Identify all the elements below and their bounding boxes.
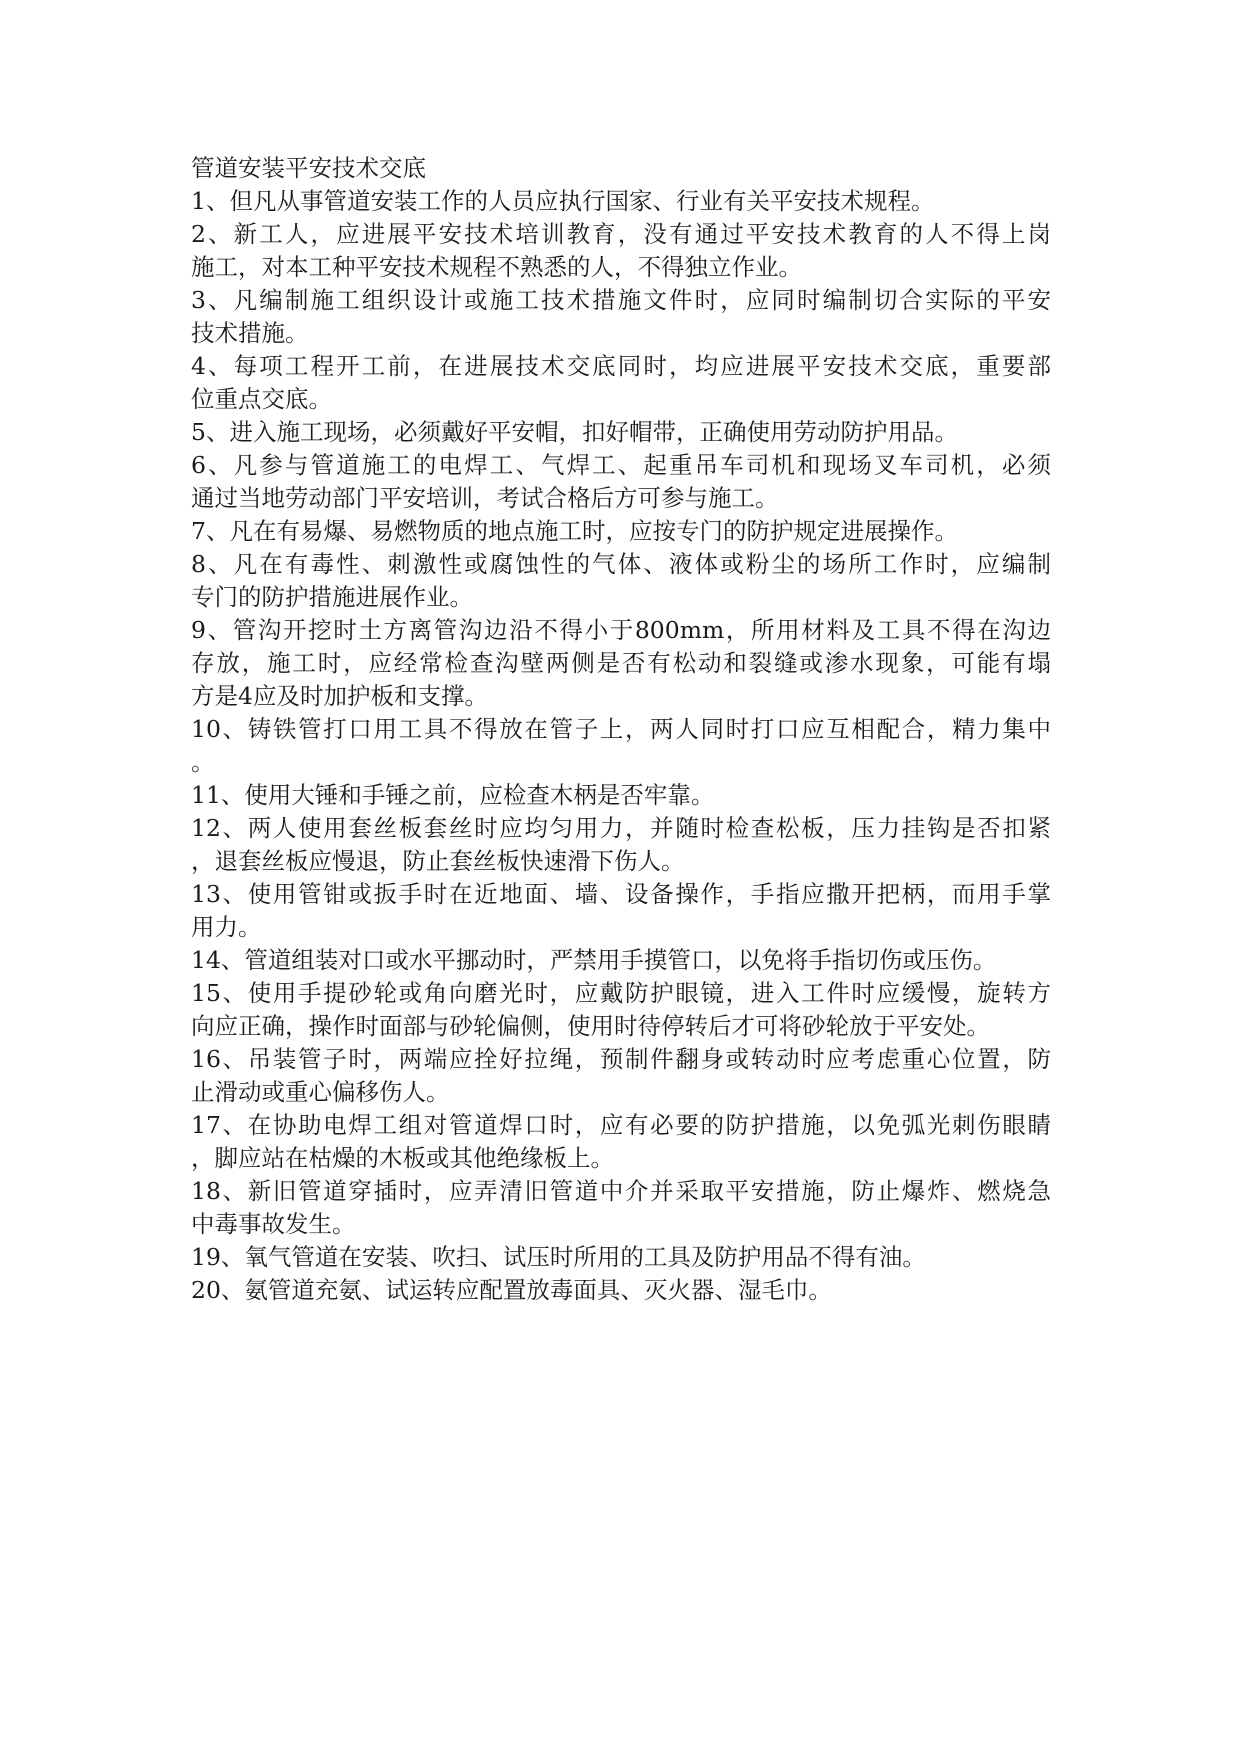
- document-line: 10、铸铁管打口用工具不得放在管子上，两人同时打口应互相配合，精力集中: [191, 715, 1051, 743]
- document-line: 7、凡在有易爆、易燃物质的地点施工时，应按专门的防护规定进展操作。: [191, 517, 958, 545]
- document-line: 方是4应及时加护板和支撑。: [191, 682, 488, 710]
- document-line: 存放，施工时，应经常检查沟壁两侧是否有松动和裂缝或渗水现象，可能有塌: [191, 649, 1051, 677]
- document-line: 6、凡参与管道施工的电焊工、气焊工、起重吊车司机和现场叉车司机，必须: [191, 451, 1051, 479]
- document-body: [191, 152, 1051, 1307]
- document-line: 11、使用大锤和手锤之前，应检查木柄是否牢靠。: [191, 781, 715, 809]
- document-line: 14、管道组装对口或水平挪动时，严禁用手摸管口，以免将手指切伤或压伤。: [191, 946, 997, 974]
- document-line: 3、凡编制施工组织设计或施工技术措施文件时，应同时编制切合实际的平安: [191, 286, 1051, 314]
- document-line: 止滑动或重心偏移伤人。: [191, 1078, 450, 1106]
- document-line: 4、每项工程开工前，在进展技术交底同时，均应进展平安技术交底，重要部: [191, 352, 1051, 380]
- document-line: ，脚应站在枯燥的木板或其他绝缘板上。: [191, 1144, 614, 1172]
- document-line: 9、管沟开挖时土方离管沟边沿不得小于800mm，所用材料及工具不得在沟边: [191, 616, 1051, 644]
- document-line: 12、两人使用套丝板套丝时应均匀用力，并随时检查松板，压力挂钩是否扣紧: [191, 814, 1051, 842]
- document-line: 13、使用管钳或扳手时在近地面、墙、设备操作，手指应撒开把柄，而用手掌: [191, 880, 1051, 908]
- document-line: 中毒事故发生。: [191, 1210, 356, 1238]
- document-line: 用力。: [191, 913, 262, 941]
- document-lines: [191, 185, 1051, 1307]
- document-line: 1、但凡从事管道安装工作的人员应执行国家、行业有关平安技术规程。: [191, 187, 935, 215]
- document-line: 专门的防护措施进展作业。: [191, 583, 473, 611]
- document-line: 16、吊装管子时，两端应拴好拉绳，预制件翻身或转动时应考虑重心位置，防: [191, 1045, 1051, 1073]
- document-line: 。: [191, 748, 215, 776]
- document-line: 8、凡在有毒性、刺激性或腐蚀性的气体、液体或粉尘的场所工作时，应编制: [191, 550, 1051, 578]
- document-line: 18、新旧管道穿插时，应弄清旧管道中介并采取平安措施，防止爆炸、燃烧急: [191, 1177, 1051, 1205]
- document-line: 通过当地劳动部门平安培训，考试合格后方可参与施工。: [191, 484, 779, 512]
- document-line: 2、新工人，应进展平安技术培训教育，没有通过平安技术教育的人不得上岗: [191, 220, 1051, 248]
- document-line: 技术措施。: [191, 319, 309, 347]
- document-line: 施工，对本工种平安技术规程不熟悉的人，不得独立作业。: [191, 253, 802, 281]
- document-line: 19、氧气管道在安装、吹扫、试压时所用的工具及防护用品不得有油。: [191, 1243, 926, 1271]
- document-line: 15、使用手提砂轮或角向磨光时，应戴防护眼镜，进入工件时应缓慢，旋转方: [191, 979, 1051, 1007]
- document-line: 20、氨管道充氨、试运转应配置放毒面具、灭火器、湿毛巾。: [191, 1276, 832, 1304]
- document-line: 5、进入施工现场，必须戴好平安帽，扣好帽带，正确使用劳动防护用品。: [191, 418, 958, 446]
- document-title: 管道安装平安技术交底: [191, 154, 426, 182]
- document-line: ，退套丝板应慢退，防止套丝板快速滑下伤人。: [191, 847, 685, 875]
- document-line: 向应正确，操作时面部与砂轮偏侧，使用时待停转后才可将砂轮放于平安处。: [191, 1012, 990, 1040]
- document-line: 17、在协助电焊工组对管道焊口时，应有必要的防护措施，以免弧光刺伤眼睛: [191, 1111, 1051, 1139]
- document-line: 位重点交底。: [191, 385, 332, 413]
